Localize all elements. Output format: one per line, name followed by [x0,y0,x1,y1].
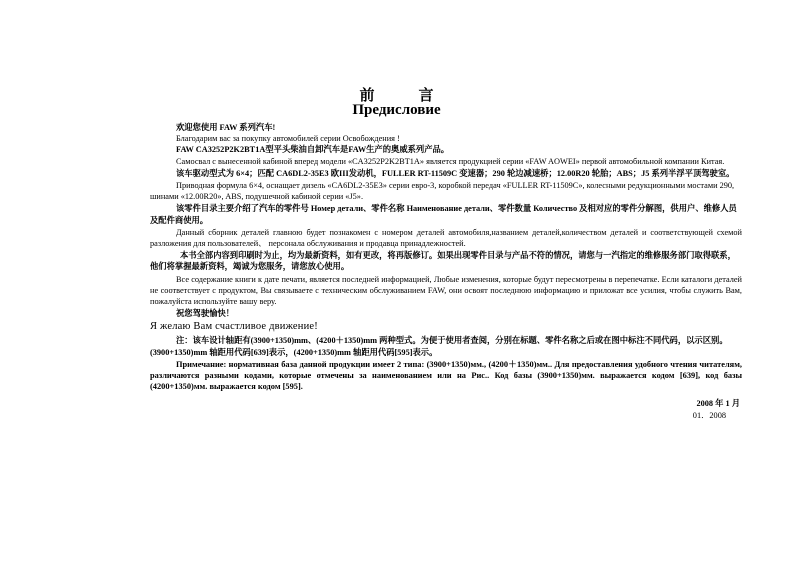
title-char-2: 言 [418,88,434,104]
preface-title-russian: Предисловие [352,102,441,118]
wish-chinese: 祝您驾驶愉快！ [176,309,235,319]
catalog-chinese: 该零件目录主要介绍了汽车的零件号 Номер детали、零件名称 Наименование детали、零件数量 Количество 及相对应的零件分解图，供用户、维修人员及配件商使用。 [150,204,737,225]
welcome-russian: Благодарим вас за покупку автомобилей серии Освобождения ! [176,134,400,144]
title-char-1: 前 [359,88,375,104]
note-chinese: 注：该车设计轴距有(3900+1350)mm、(4200＋1350)mm 两种型式。为便于使用者查阅，分别在标题、零件名称之后或在图中标注不同代码，以示区别。(3900+1350)mm 轴距用代码[639]表示，(4200+1350)mm 轴距用代码[595]表示。 [150,336,728,357]
model-russian: Самосвал с вынесенной кабиной вперед модели «CA3252P2K2BT1A» является продукцией серии «FAW AOWEI» первой автомобильной компании Китая. [176,156,725,166]
spec-chinese: 该车驱动型式为 6×4；匹配 CA6DL2-35E3 欧III发动机，FULLER RT-11509C 变速器；290 轮边减速桥；12.00R20 轮胎；ABS；J5 系列半浮平顶驾驶室。 [176,168,735,178]
date-numeric: 01．2008 [692,410,726,420]
update-russian: Все содержание книги к дате печати, является последней информацией, Любые изменения, которые будут пересмотрены в перепечатке. Если каталоги деталей не соответствует с продуктом, Вы связываете с техническим обслуживанием FAW, они освоят последнюю информацию и приложат все усилия, чтобы служить Вам, пожалуйста используйте вашу веру. [150,274,742,307]
welcome-chinese: 欢迎您使用 FAW 系列汽车! [176,123,276,132]
date-chinese: 2008 年 1 月 [696,399,740,409]
spec-russian: Приводная формула 6×4, оснащает дизель «CA6DL2-35E3» серии евро-3, коробкой передач «FULLER RT-11509C», колесными редукционными мостами 290, шинами «12.00R20», ABS, подушечной кабиной серии «J5». [150,181,735,202]
model-chinese: FAW CA3252P2K2BT1A型平头柴油自卸汽车是FAW生产的奥威系列产品。 [176,145,450,155]
preface-body [150,122,742,421]
catalog-russian: Данный сборник деталей главною будет познакомен с номером деталей автомобиля,названием деталей,количеством деталей и соответствующей схемой разложения для пользователей、 персонала обслуживания и продавца принадлежностей. [150,227,742,249]
update-chinese: 本书全部内容到印刷时为止，均为最新资料，如有更改，将再版修订。如果出现零件目录与产品不符的情况，请您与一汽指定的维修服务部门取得联系，他们将掌握最新资料，竭诚为您服务，请您放心使用。 [150,251,736,272]
note-russian: Примечание: нормативная база данной продукции имеет 2 типа: (3900+1350)мм., (4200＋1350)мм.. Для предоставления удобного чтения читателям, различаются разными кодами, которые отмечены за наименованием или на Рис.. Код базы (3900+1350)мм. выражается кодом [639], код базы (4200+1350)мм. выражается кодом [595]. [150,359,742,392]
wish-russian: Я желаю Вам счастливое движение! [150,321,318,333]
